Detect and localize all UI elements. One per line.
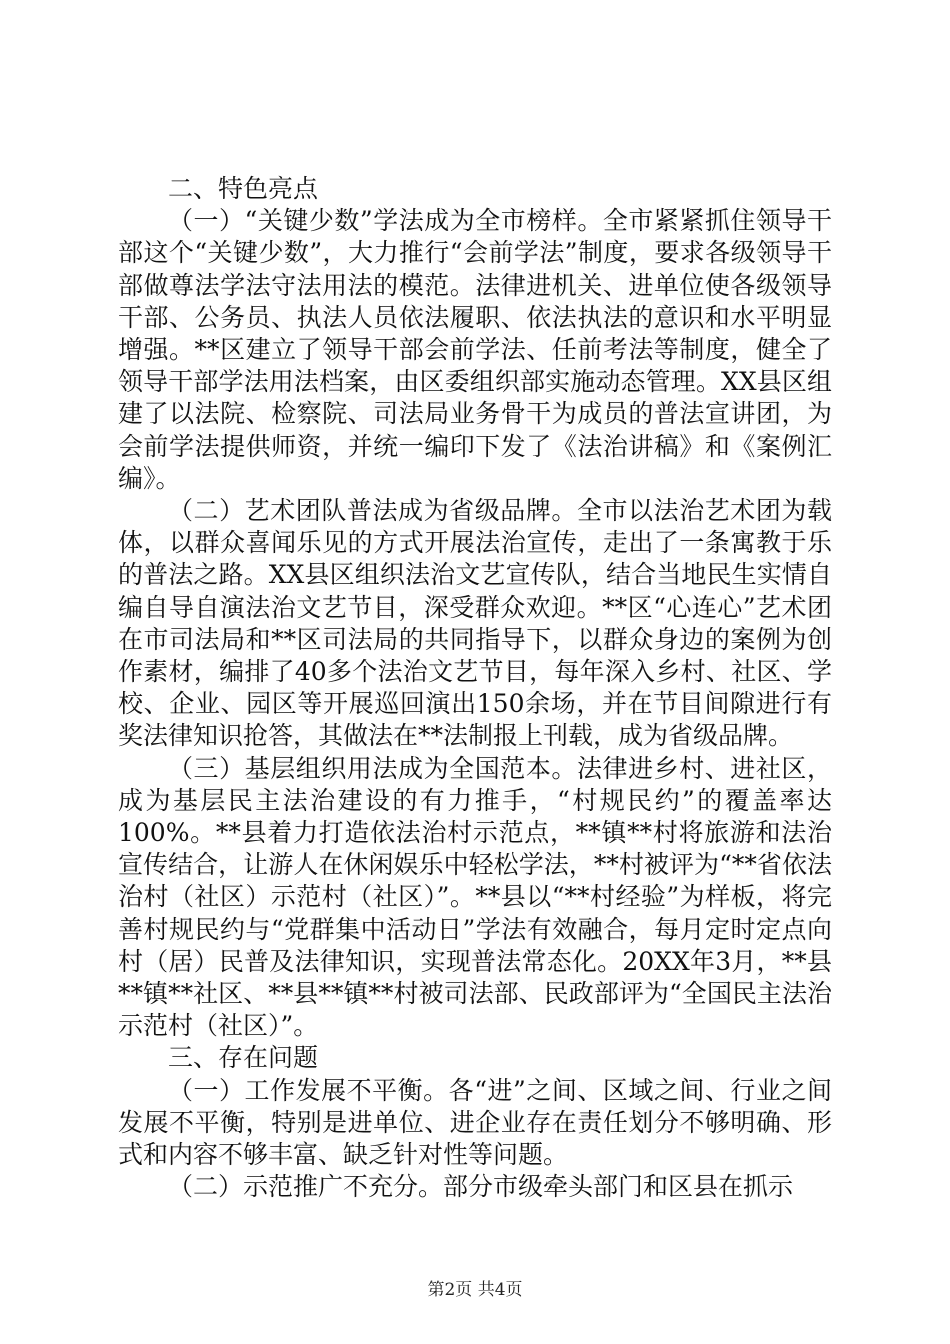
section-heading-highlights: 二、特色亮点 bbox=[168, 174, 319, 203]
section-heading-problems: 三、存在问题 bbox=[168, 1043, 319, 1073]
paragraph-leaders-study-law: （一）“关键少数”学法成为全市榜样。全市紧紧抓住领导干部这个“关键少数”，大力推行“会前学法”制度，要求各级领导干部做尊法学法守法用法的模范。法律进机关、进单位使各级领导干部、公务员、执法人员依法履职、依法执法的意识和水平明显增强。**区建立了领导干部会前学法、任前考法等制度，健全了领导干部学法用法档案，由区委组织部实施动态管理。XX县区组建了以法院、检察院、司法局业务骨干为成员的普法宣讲团，为会前学法提供师资，并统一编印下发了《法治讲稿》和《案例汇编》。 bbox=[118, 206, 832, 493]
document-body bbox=[118, 173, 832, 1204]
paragraph-grassroots: （三）基层组织用法成为全国范本。法律进乡村、进社区，成为基层民主法治建设的有力推手，“村规民约”的覆盖率达100%。**县着力打造依法治村示范点，**镇**村将旅游和法治宣传结合，让游人在休闲娱乐中轻松学法，**村被评为“**省依法治村（社区）示范村（社区）”。**县以“**村经验”为样板，将完善村规民约与“党群集中活动日”学法有效融合，每月定时定点向村（居）民普及法律知识，实现普法常态化。20XX年3月，**县**镇**社区、**县**镇**村被司法部、民政部评为“全国民主法治示范村（社区）”。 bbox=[118, 753, 832, 1041]
page-number: 第2页 共4页 bbox=[427, 1280, 523, 1300]
paragraph-art-troupe: （二）艺术团队普法成为省级品牌。全市以法治艺术团为载体，以群众喜闻乐见的方式开展法治宣传，走出了一条寓教于乐的普法之路。XX县区组织法治文艺宣传队，结合当地民生实情自编自导自演法治文艺节目，深受群众欢迎。**区“心连心”艺术团在市司法局和**区司法局的共同指导下，以群众身边的案例为创作素材，编排了40多个法治文艺节目，每年深入乡村、社区、学校、企业、园区等开展巡回演出150余场，并在节目间隙进行有奖法律知识抢答，其做法在**法制报上刊载，成为省级品牌。 bbox=[118, 496, 832, 751]
paragraph-unbalanced: （一）工作发展不平衡。各“进”之间、区域之间、行业之间发展不平衡，特别是进单位、进企业存在责任划分不够明确、形式和内容不够丰富、缺乏针对性等问题。 bbox=[118, 1075, 832, 1170]
paragraph-demonstration: （二）示范推广不充分。部分市级牵头部门和区县在抓示 bbox=[168, 1172, 794, 1202]
